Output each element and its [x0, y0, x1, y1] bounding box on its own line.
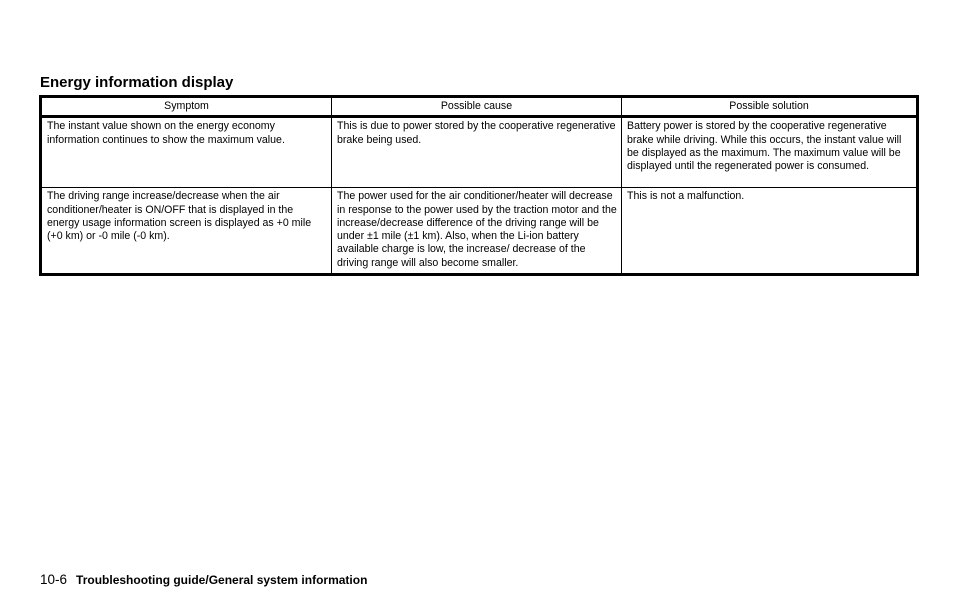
table-row [41, 188, 918, 275]
footer-chapter-title: Troubleshooting guide/General system information [76, 573, 368, 587]
cause-cell: The power used for the air conditioner/heater will decrease in response to the power used by the traction motor and the increase/decrease difference of the driving range will be under ±1 mile (±1 km). Also, when the Li-ion battery available charge is low, the increase/ decrease of the driving range will also become smaller. [332, 188, 622, 275]
troubleshooting-table [39, 95, 919, 276]
symptom-cell: The driving range increase/decrease when the air conditioner/heater is ON/OFF that is displayed in the energy usage information screen is displayed as +0 mile (+0 km) or -0 mile (-0 km). [41, 188, 332, 275]
section-title: Energy information display [40, 74, 234, 91]
header-possible-cause: Possible cause [332, 97, 622, 117]
symptom-cell: The instant value shown on the energy economy information continues to show the maximum value. [41, 117, 332, 188]
header-possible-solution: Possible solution [622, 97, 918, 117]
table-row [41, 117, 918, 188]
header-symptom: Symptom [41, 97, 332, 117]
cause-cell: This is due to power stored by the cooperative regenerative brake being used. [332, 117, 622, 188]
page-number: 10-6 [40, 572, 68, 587]
solution-cell: Battery power is stored by the cooperative regenerative brake while driving. While this occurs, the instant value will be displayed as the maximum. The maximum value will be displayed until the regenerated power is consumed. [622, 117, 918, 188]
solution-cell: This is not a malfunction. [622, 188, 918, 275]
table-header-row [41, 97, 918, 117]
page-footer [40, 572, 367, 587]
